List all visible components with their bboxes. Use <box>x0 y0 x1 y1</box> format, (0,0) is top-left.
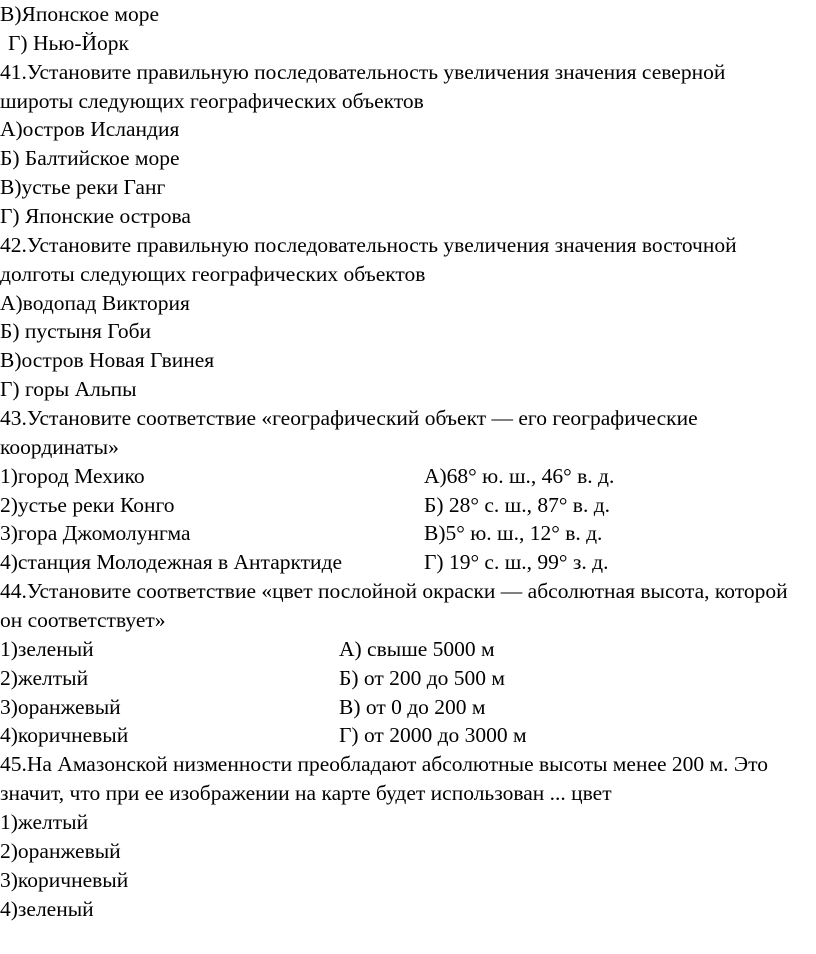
match-left: 1)зеленый <box>0 636 94 661</box>
match-left: 3)гора Джомолунгма <box>0 521 191 546</box>
match-row <box>0 693 788 722</box>
match-right: А) свыше 5000 м <box>339 636 495 661</box>
match-left: 4)коричневый <box>0 723 129 748</box>
match-row <box>0 491 788 520</box>
answer-option: 4)зеленый <box>0 896 94 921</box>
match-right: В) от 0 до 200 м <box>339 694 486 719</box>
question-title: 44.Установите соответствие «цвет послойной окраски — абсолютная высота, которой <box>0 579 788 604</box>
answer-option: Б) пустыня Гоби <box>0 319 152 344</box>
match-row <box>0 462 788 491</box>
answer-option: В)устье реки Ганг <box>0 175 166 200</box>
question-title: 45.На Амазонской низменности преобладают абсолютные высоты менее 200 м. Это <box>0 752 768 777</box>
answer-option: А)водопад Виктория <box>0 290 190 315</box>
match-left: 2)устье реки Конго <box>0 492 175 517</box>
match-right: В)5° ю. ш., 12° в. д. <box>424 521 603 546</box>
match-left: 3)оранжевый <box>0 694 121 719</box>
match-right: Б) от 200 до 500 м <box>339 665 506 690</box>
answer-option: 2)оранжевый <box>0 838 121 863</box>
answer-option: 3)коричневый <box>0 867 129 892</box>
match-right: Г) 19° с. ш., 99° з. д. <box>424 550 609 575</box>
match-right: Г) от 2000 до 3000 м <box>339 723 527 748</box>
question-title: широты следующих географических объектов <box>0 88 424 113</box>
answer-option: В)остров Новая Гвинея <box>0 348 215 373</box>
match-right: Б) 28° с. ш., 87° в. д. <box>424 492 611 517</box>
match-row <box>0 635 788 664</box>
answer-option: 1)желтый <box>0 810 89 835</box>
answer-option: Г) Японские острова <box>0 204 191 229</box>
question-title: значит, что при ее изображении на карте будет использован ... цвет <box>0 781 612 806</box>
question-title: он соответствует» <box>0 608 166 633</box>
text-line: Г) Нью-Йорк <box>8 30 129 55</box>
question-title: 42.Установите правильную последовательность увеличения значения восточной <box>0 232 737 257</box>
match-left: 1)город Мехико <box>0 463 145 488</box>
answer-option: Б) Балтийское море <box>0 146 180 171</box>
match-left: 4)станция Молодежная в Антарктиде <box>0 550 343 575</box>
question-title: долготы следующих географических объектов <box>0 261 426 286</box>
match-row <box>0 548 788 577</box>
match-row <box>0 664 788 693</box>
question-title: 41.Установите правильную последовательность увеличения значения северной <box>0 59 726 84</box>
question-title: 43.Установите соответствие «географический объект — его географические <box>0 406 698 431</box>
match-row <box>0 721 788 750</box>
question-title: координаты» <box>0 434 119 459</box>
answer-option: Г) горы Альпы <box>0 377 137 402</box>
answer-option: А)остров Исландия <box>0 117 180 142</box>
match-left: 2)желтый <box>0 665 89 690</box>
text-line: В)Японское море <box>0 2 160 26</box>
match-row <box>0 519 788 548</box>
match-right: А)68° ю. ш., 46° в. д. <box>424 463 615 488</box>
